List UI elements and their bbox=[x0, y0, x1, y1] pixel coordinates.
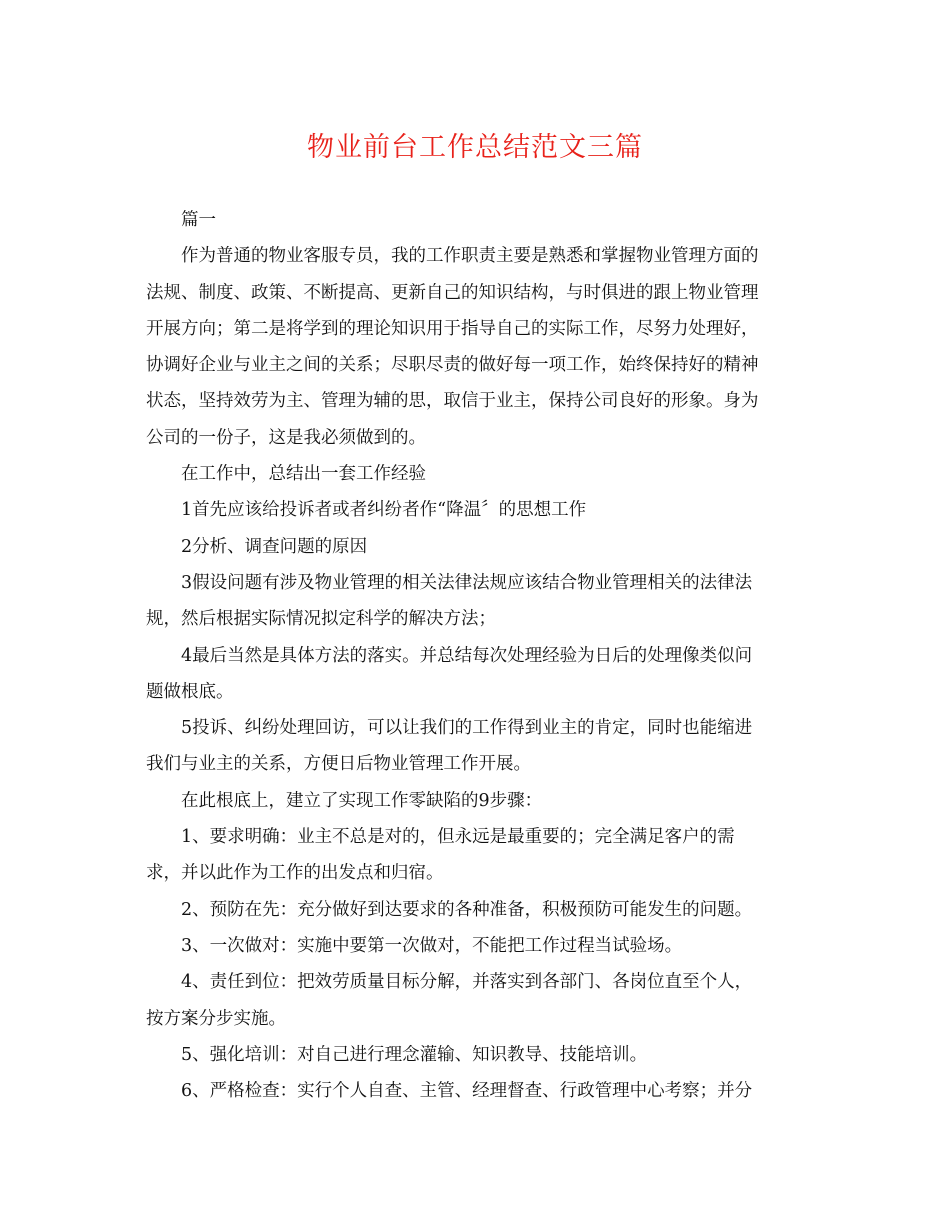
list-item: 6、严格检查：实行个人自查、主管、经理督查、行政管理中心考察；并分 bbox=[181, 1081, 753, 1102]
paragraph-line: 在工作中，总结出一套工作经验 bbox=[181, 464, 426, 485]
list-item: 5、强化培训：对自己进行理念灌输、知识教导、技能培训。 bbox=[181, 1044, 648, 1065]
list-item-continuation: 求，并以此作为工作的出发点和归宿。 bbox=[146, 863, 444, 884]
list-item: 2分析、调查问题的原因 bbox=[181, 536, 368, 557]
paragraph-line: 在此根底上，建立了实现工作零缺陷的9步骤： bbox=[181, 790, 543, 811]
paragraph-line: 状态，坚持效劳为主、管理为辅的思，取信于业主，保持公司良好的形象。身为 bbox=[146, 391, 759, 412]
section-heading: 篇一 bbox=[181, 210, 216, 230]
list-item: 3假设问题有涉及物业管理的相关法律法规应该结合物业管理相关的法律法 bbox=[181, 572, 753, 593]
paragraph-line: 作为普通的物业客服专员，我的工作职责主要是熟悉和掌握物业管理方面的 bbox=[181, 246, 759, 267]
list-item: 3、一次做对：实施中要第一次做对，不能把工作过程当试验场。 bbox=[181, 935, 683, 956]
document-title: 物业前台工作总结范文三篇 bbox=[307, 132, 643, 163]
document-body bbox=[146, 202, 804, 1109]
list-item-continuation: 题做根底。 bbox=[146, 681, 234, 702]
list-item-continuation: 我们与业主的关系，方便日后物业管理工作开展。 bbox=[146, 754, 531, 775]
paragraph-line: 公司的一份子，这是我必须做到的。 bbox=[146, 427, 426, 448]
list-item: 1、要求明确：业主不总是对的，但永远是最重要的；完全满足客户的需 bbox=[181, 827, 735, 848]
paragraph-line: 法规、制度、政策、不断提高、更新自己的知识结构，与时俱进的跟上物业管理 bbox=[146, 282, 759, 303]
list-item: 2、预防在先：充分做好到达要求的各种准备，积极预防可能发生的问题。 bbox=[181, 899, 753, 920]
list-item-continuation: 规，然后根据实际情况拟定科学的解决方法； bbox=[146, 609, 496, 630]
paragraph-line: 开展方向；第二是将学到的理论知识用于指导自己的实际工作，尽努力处理好， bbox=[146, 318, 759, 339]
list-item: 5投诉、纠纷处理回访，可以让我们的工作得到业主的肯定，同时也能缩进 bbox=[181, 718, 753, 739]
list-item: 4、责任到位：把效劳质量目标分解，并落实到各部门、各岗位直至个人， bbox=[181, 972, 753, 993]
list-item-continuation: 按方案分步实施。 bbox=[146, 1008, 286, 1029]
paragraph-line: 协调好企业与业主之间的关系；尽职尽责的做好每一项工作，始终保持好的精神 bbox=[146, 355, 759, 376]
list-item: 1首先应该给投诉者或者纠纷者作“降温〞的思想工作 bbox=[181, 500, 587, 521]
list-item: 4最后当然是具体方法的落实。并总结每次处理经验为日后的处理像类似问 bbox=[181, 645, 753, 666]
